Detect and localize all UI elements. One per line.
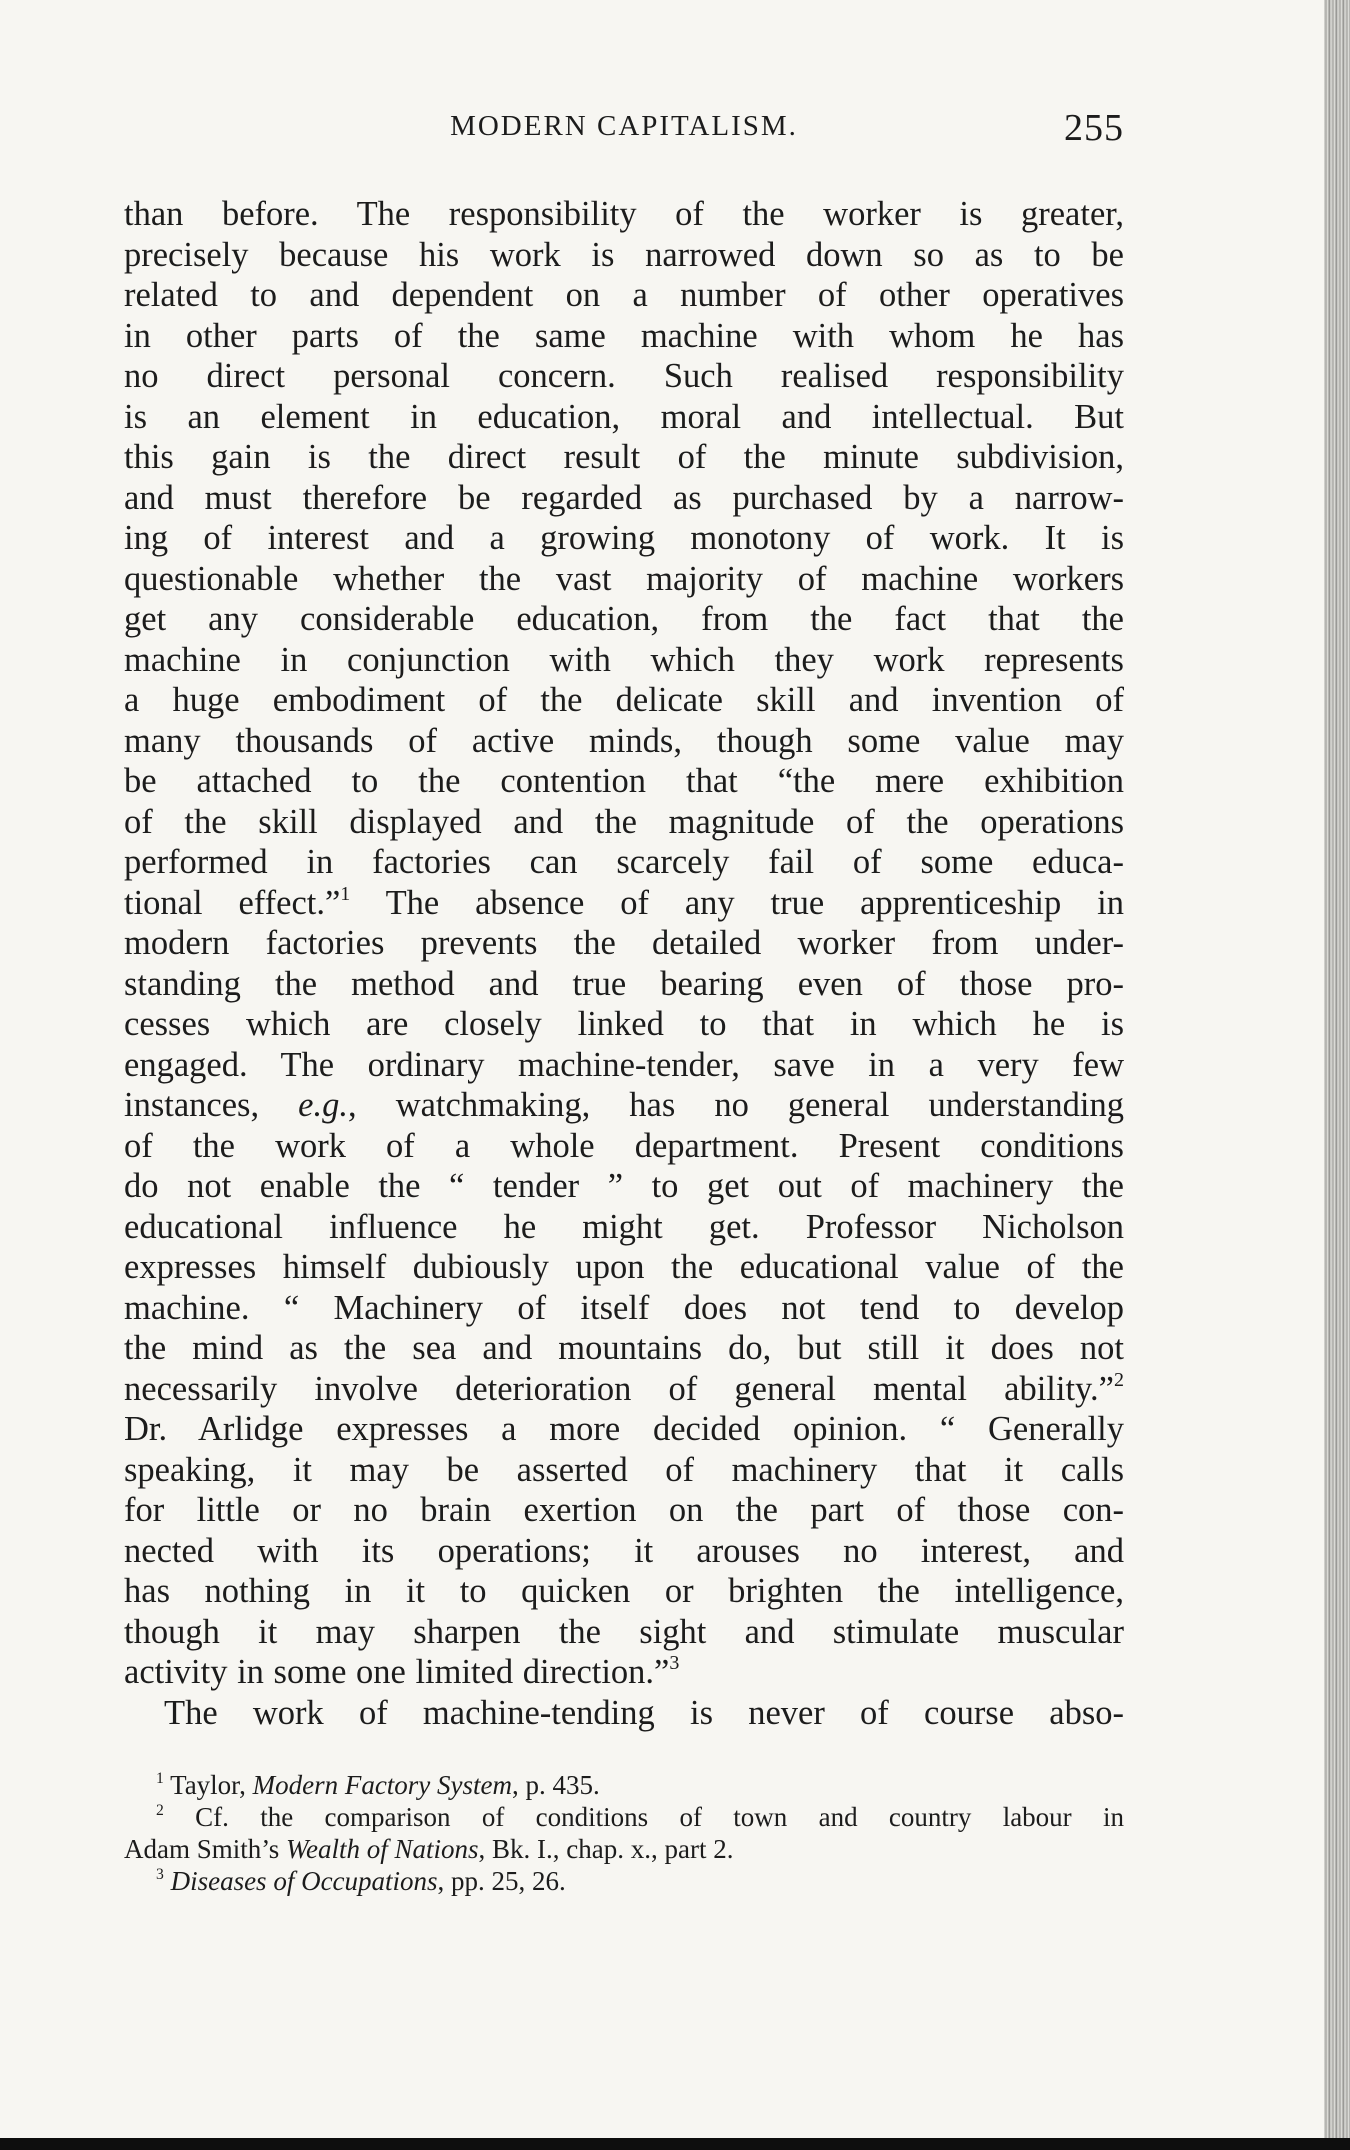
footnote-text: Taylor, — [163, 1770, 253, 1800]
text-line: standing the method and true bearing even of those pro- — [124, 964, 1124, 1003]
text-line — [124, 1652, 1124, 1693]
text-line: related to and dependent on a number of other operatives — [124, 276, 1124, 314]
text-line: engaged. The ordinary machine-tender, save in a very few — [124, 1045, 1124, 1084]
line-text: tional effect.” — [124, 883, 341, 922]
text-line: performed in factories can scarcely fail of some educa- — [124, 843, 1124, 881]
running-title: MODERN CAPITALISM. — [450, 110, 798, 142]
text-line: though it may sharpen the sight and stimulate muscular — [124, 1612, 1124, 1651]
text-line: machine. “ Machinery of itself does not tend to develop — [124, 1288, 1124, 1327]
text-line: the mind as the sea and mountains do, but still it does not — [124, 1329, 1124, 1367]
text-line: of the work of a whole department. Present conditions — [124, 1126, 1124, 1165]
text-line: get any considerable education, from the fact that the — [124, 600, 1124, 638]
italic-abbreviation: e.g. — [298, 1086, 348, 1124]
text-line: do not enable the “ tender ” to get out of machinery the — [124, 1167, 1124, 1205]
text-line: nected with its operations; it arouses no interest, and — [124, 1531, 1124, 1570]
text-line: Dr. Arlidge expresses a more decided opinion. “ Generally — [124, 1410, 1124, 1448]
footnote-text: , pp. 25, 26. — [437, 1866, 566, 1896]
text-line: in other parts of the same machine with whom he has — [124, 316, 1124, 355]
page-bottom-edge — [0, 2138, 1350, 2150]
footnote-1 — [124, 1769, 1124, 1801]
text-line: cesses which are closely linked to that in which he is — [124, 1005, 1124, 1043]
footnote-text: , Bk. I., chap. x., part 2. — [478, 1834, 734, 1864]
text-line — [124, 1085, 1124, 1126]
line-text: activity in some one limited direction.” — [124, 1653, 670, 1691]
footnote-text: , p. 435. — [512, 1770, 600, 1800]
footnote-text: Adam Smith’s — [124, 1834, 287, 1864]
footnote-3 — [124, 1865, 1124, 1897]
line-text: instances, — [124, 1086, 299, 1124]
text-line: is an element in education, moral and intellectual. But — [124, 397, 1124, 436]
text-line: this gain is the direct result of the minute subdivision, — [124, 438, 1124, 476]
text-line: questionable whether the vast majority of machine workers — [124, 559, 1124, 598]
text-line — [124, 883, 1124, 924]
text-line: than before. The responsibility of the worker is greater, — [124, 195, 1124, 233]
text-line: and must therefore be regarded as purchased by a narrow- — [124, 478, 1124, 517]
body-text — [124, 194, 1124, 1733]
text-line: machine in conjunction with which they work represents — [124, 640, 1124, 679]
text-line: a huge embodiment of the delicate skill and invention of — [124, 681, 1124, 719]
text-line: ing of interest and a growing monotony of work. It is — [124, 519, 1124, 557]
footnote-ref-3: 3 — [669, 1652, 680, 1674]
text-line: educational influence he might get. Professor Nicholson — [124, 1207, 1124, 1246]
text-line: for little or no brain exertion on the part of those con- — [124, 1491, 1124, 1529]
text-line: has nothing in it to quicken or brighten the intelligence, — [124, 1572, 1124, 1610]
running-head — [124, 107, 1124, 166]
text-line: no direct personal concern. Such realised responsibility — [124, 357, 1124, 395]
text-line: be attached to the contention that “the mere exhibition — [124, 762, 1124, 800]
footnote-2 — [124, 1801, 1124, 1833]
footnote-title: Wealth of Nations — [286, 1834, 479, 1864]
text-line-paragraph-start: The work of machine-tending is never of course abso- — [164, 1693, 1124, 1732]
text-line: speaking, it may be asserted of machinery that it calls — [124, 1450, 1124, 1489]
line-text: necessarily involve deterioration of general mental ability.” — [124, 1369, 1114, 1408]
page-binding-edge — [1324, 0, 1350, 2150]
footnote-marker: 1 — [156, 1770, 164, 1788]
text-line: precisely because his work is narrowed down so as to be — [124, 235, 1124, 274]
footnote-text: Cf. the comparison of conditions of town and country labour in — [163, 1802, 1124, 1832]
footnote-marker: 2 — [156, 1802, 164, 1820]
footnote-title: Modern Factory System — [252, 1770, 513, 1800]
footnote-2-continued — [124, 1833, 1124, 1865]
text-line: many thousands of active minds, though some value may — [124, 721, 1124, 760]
text-line — [124, 1369, 1124, 1410]
footnote-marker: 3 — [156, 1866, 164, 1884]
footnote-ref-2: 2 — [1114, 1368, 1124, 1391]
book-page — [124, 107, 1124, 1897]
footnote-title: Diseases of Occupations — [170, 1866, 438, 1896]
line-text: , watchmaking, has no general understanding — [348, 1086, 1124, 1124]
text-line: expresses himself dubiously upon the educational value of the — [124, 1248, 1124, 1286]
footnotes — [124, 1769, 1124, 1897]
page-number: 255 — [1064, 107, 1124, 149]
line-text: The absence of any true apprenticeship in — [350, 883, 1124, 922]
text-line: of the skill displayed and the magnitude of the operations — [124, 802, 1124, 841]
footnote-ref-1: 1 — [340, 882, 351, 905]
text-line: modern factories prevents the detailed worker from under- — [124, 924, 1124, 962]
